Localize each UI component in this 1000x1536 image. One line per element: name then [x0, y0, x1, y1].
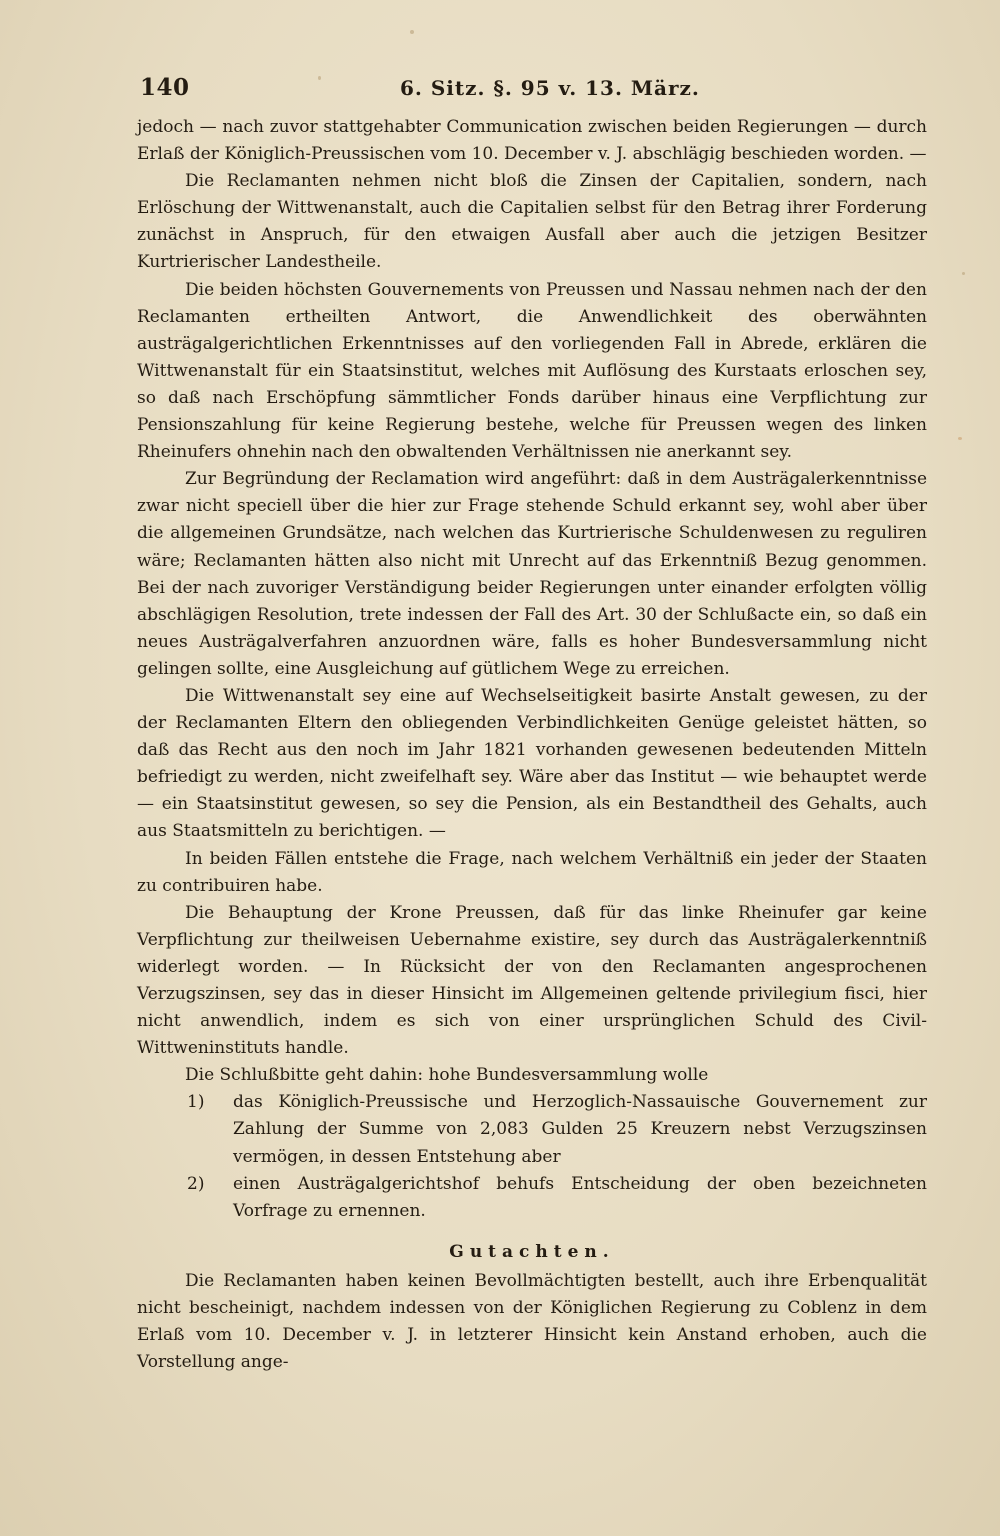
page-header: [140, 74, 930, 108]
page-number: 140: [140, 74, 190, 101]
paragraph: Die Wittwenanstalt sey eine auf Wechselseitigkeit basirte Anstalt gewesen, zu der der Reclamanten Eltern den obliegenden Verbindlichkeiten Genüge geleistet hätten, so daß das Recht aus den noch im Jahr 1821 vorhanden gewesenen bedeutenden Mitteln befriedigt zu werden, nicht zweifelhaft sey. Wäre aber das Institut — wie behauptet werde — ein Staatsinstitut gewesen, so sey die Pension, als ein Bestandtheil des Gehalts, auch aus Staatsmitteln zu berichtigen. —: [137, 685, 927, 842]
list-item-number: 2): [187, 1173, 205, 1194]
paragraph: Die Reclamanten nehmen nicht bloß die Zinsen der Capitalien, sondern, nach Erlöschung der Wittwenanstalt, auch die Capitalien selbst für den Betrag ihrer Forderung zunächst in Anspruch, für den etwaigen Ausfall aber auch die jetzigen Besitzer Kurtrierischer Landestheile.: [137, 171, 927, 273]
section-heading: Gutachten.: [449, 1241, 615, 1262]
paper-speck: [958, 437, 962, 440]
paper-speck: [410, 30, 414, 34]
running-head: 6. Sitz. §. 95 v. 13. März.: [400, 76, 700, 100]
paragraph: Zur Begründung der Reclamation wird angeführt: daß in dem Austrägalerkenntnisse zwar nicht speciell über die hier zur Frage stehende Schuld erkannt sey, wohl aber über die allgemeinen Grundsätze, nach welchen das Kurtrierische Schuldenwesen zu reguliren wäre; Reclamanten hätten also nicht mit Unrecht auf das Erkenntniß Bezug genommen. Bei der nach zuvoriger Verständigung beider Regierungen unter einander erfolgten völlig abschlägigen Resolution, trete indessen der Fall des Art. 30 der Schlußacte ein, so daß ein neues Austrägalverfahren anzuordnen wäre, falls es hoher Bundesversammlung nicht gelingen sollte, eine Ausgleichung auf gütlichem Wege zu erreichen.: [137, 469, 927, 679]
paragraph: In beiden Fällen entstehe die Frage, nach welchem Verhältniß ein jeder der Staaten zu contribuiren habe.: [137, 848, 927, 896]
paragraph: Die Reclamanten haben keinen Bevollmächtigten bestellt, auch ihre Erbenqualität nicht bescheinigt, nachdem indessen von der Königlichen Regierung zu Coblenz in dem Erlaß vom 10. December v. J. in letzterer Hinsicht kein Anstand erhoben, auch die Vorstellung ange-: [137, 1270, 927, 1373]
list-item-text: das Königlich-Preussische und Herzoglich-Nassauische Gouvernement zur Zahlung der Summe von 2,083 Gulden 25 Kreuzern nebst Verzugszinsen vermögen, in dessen Entstehung aber: [233, 1092, 927, 1167]
list-item-number: 1): [187, 1092, 205, 1113]
paragraph: Die Schlußbitte geht dahin: hohe Bundesversammlung wolle: [185, 1065, 709, 1086]
list-item-text: einen Austrägalgerichtshof behufs Entscheidung der oben bezeichneten Vorfrage zu ernennen.: [233, 1173, 927, 1221]
paragraph: Die Behauptung der Krone Preussen, daß für das linke Rheinufer gar keine Verpflichtung zur theilweisen Uebernahme existire, sey durch das Austrägalerkenntniß widerlegt worden. — In Rücksicht der von den Reclamanten angesprochenen Verzugszinsen, sey das in dieser Hinsicht im Allgemeinen geltende privilegium fisci, hier nicht anwendlich, indem es sich von einer ursprünglichen Schuld des Civil-Wittweninstituts handle.: [137, 902, 927, 1059]
list-item: [137, 1171, 927, 1225]
body-text: [137, 114, 927, 1376]
paragraph: Die beiden höchsten Gouvernements von Preussen und Nassau nehmen nach der den Reclamanten ertheilten Antwort, die Anwendlichkeit des oberwähnten austrägalgerichtlichen Erkenntnisses auf den vorliegenden Fall in Abrede, erklären die Wittwenanstalt für ein Staatsinstitut, welches mit Auflösung des Kurstaats erloschen sey, so daß nach Erschöpfung sämmtlicher Fonds darüber hinaus eine Verpflichtung zur Pensionszahlung für keine Regierung bestehe, welche für Preussen wegen des linken Rheinufers ohnehin nach den obwaltenden Verhältnissen nie anerkannt sey.: [137, 279, 927, 463]
paragraph: jedoch — nach zuvor stattgehabter Communication zwischen beiden Regierungen — durch Erlaß der Königlich-Preussischen vom 10. December v. J. abschlägig beschieden worden. —: [137, 117, 927, 165]
petition-list: [137, 1089, 927, 1224]
paper-speck: [962, 272, 965, 275]
list-item: [137, 1089, 927, 1170]
